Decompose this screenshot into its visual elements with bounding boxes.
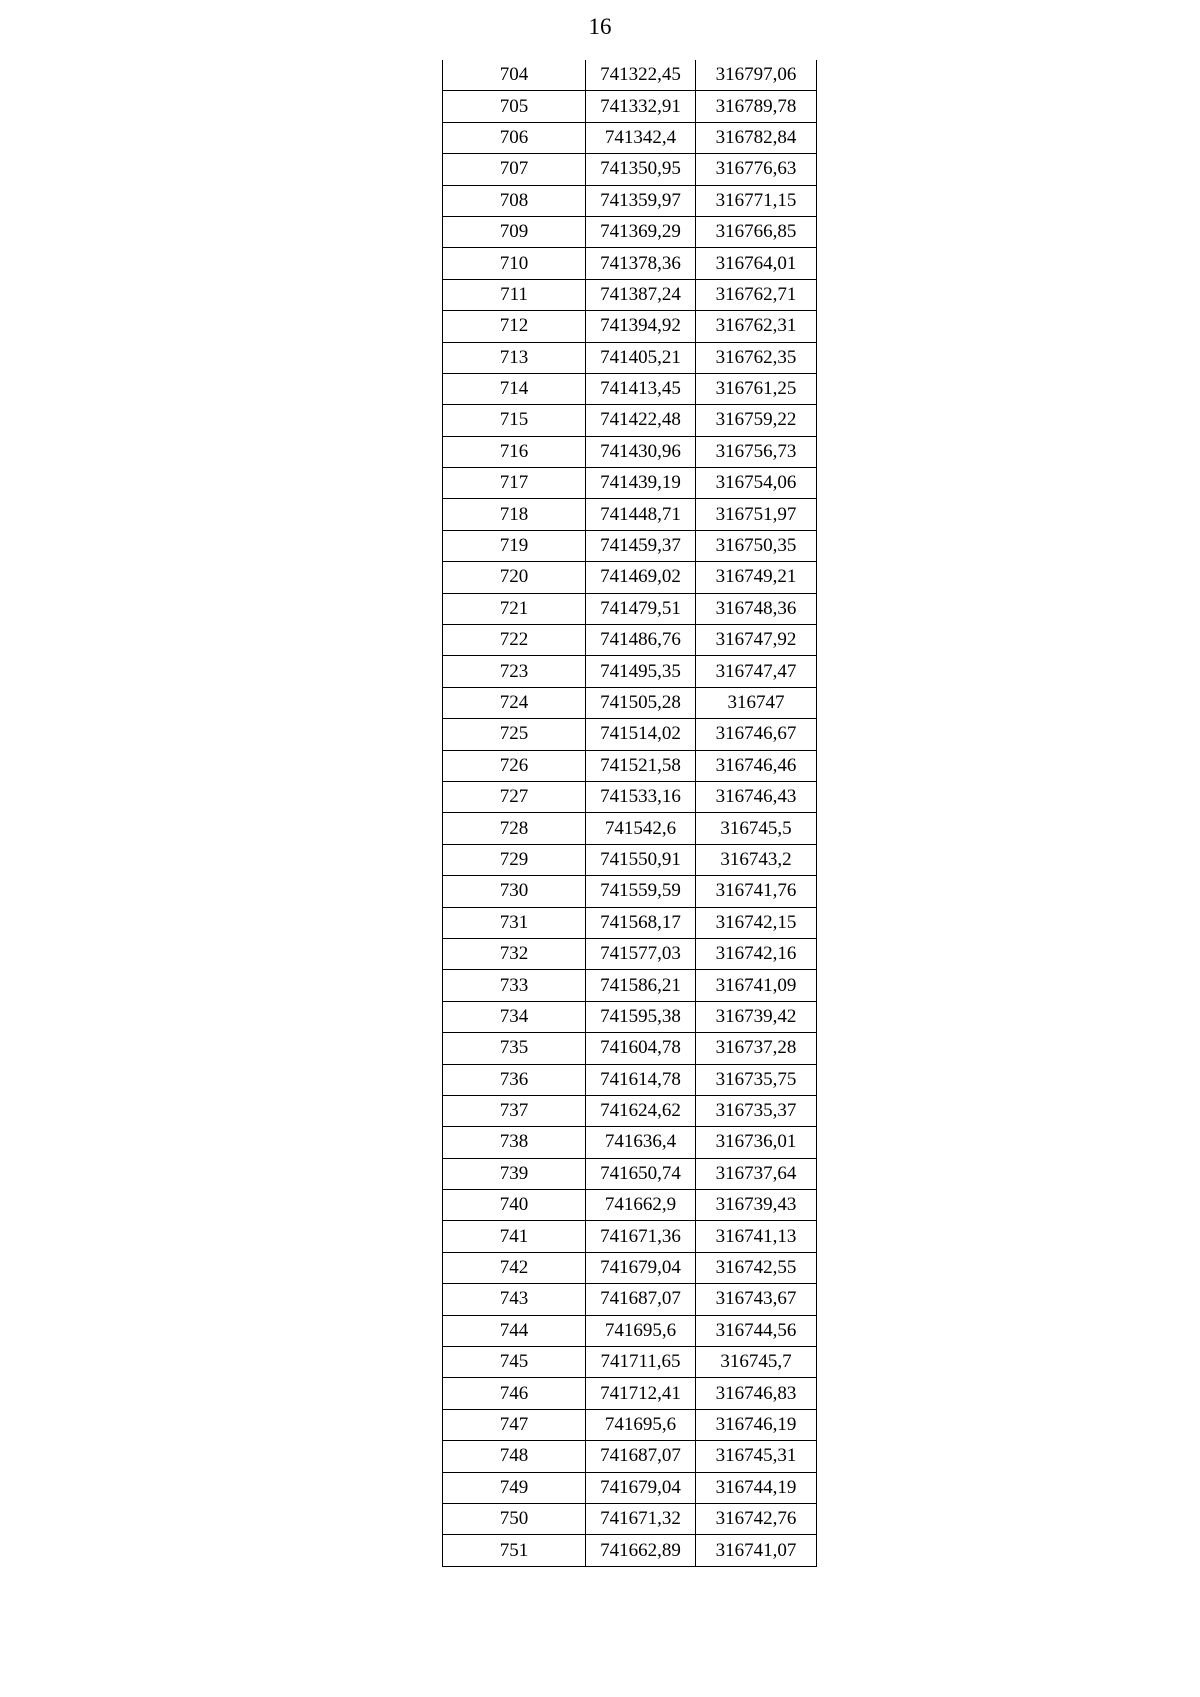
x-coordinate-cell: 741687,07 <box>586 1284 696 1315</box>
point-number-cell: 707 <box>443 154 586 185</box>
table-row <box>443 1190 817 1221</box>
table-row <box>443 60 817 91</box>
y-coordinate-cell: 316744,19 <box>696 1472 817 1503</box>
y-coordinate-cell: 316749,21 <box>696 562 817 593</box>
point-number-cell: 708 <box>443 185 586 216</box>
y-coordinate-cell: 316736,01 <box>696 1127 817 1158</box>
point-number-cell: 748 <box>443 1441 586 1472</box>
y-coordinate-cell: 316746,83 <box>696 1378 817 1409</box>
table-row <box>443 781 817 812</box>
table-row <box>443 436 817 467</box>
table-row <box>443 876 817 907</box>
y-coordinate-cell: 316762,35 <box>696 342 817 373</box>
x-coordinate-cell: 741695,6 <box>586 1409 696 1440</box>
point-number-cell: 716 <box>443 436 586 467</box>
table-row <box>443 1284 817 1315</box>
x-coordinate-cell: 741369,29 <box>586 216 696 247</box>
y-coordinate-cell: 316747,47 <box>696 656 817 687</box>
table-row <box>443 907 817 938</box>
y-coordinate-cell: 316741,76 <box>696 876 817 907</box>
x-coordinate-cell: 741387,24 <box>586 279 696 310</box>
y-coordinate-cell: 316742,55 <box>696 1252 817 1283</box>
table-row <box>443 154 817 185</box>
y-coordinate-cell: 316746,46 <box>696 750 817 781</box>
y-coordinate-cell: 316756,73 <box>696 436 817 467</box>
table-row <box>443 1347 817 1378</box>
point-number-cell: 734 <box>443 1001 586 1032</box>
y-coordinate-cell: 316743,2 <box>696 844 817 875</box>
point-number-cell: 726 <box>443 750 586 781</box>
table-row <box>443 279 817 310</box>
point-number-cell: 747 <box>443 1409 586 1440</box>
x-coordinate-cell: 741687,07 <box>586 1441 696 1472</box>
point-number-cell: 725 <box>443 719 586 750</box>
y-coordinate-cell: 316766,85 <box>696 216 817 247</box>
y-coordinate-cell: 316748,36 <box>696 593 817 624</box>
table-row <box>443 1001 817 1032</box>
x-coordinate-cell: 741542,6 <box>586 813 696 844</box>
point-number-cell: 719 <box>443 530 586 561</box>
y-coordinate-cell: 316739,42 <box>696 1001 817 1032</box>
point-number-cell: 731 <box>443 907 586 938</box>
x-coordinate-cell: 741394,92 <box>586 311 696 342</box>
table-row <box>443 91 817 122</box>
y-coordinate-cell: 316754,06 <box>696 468 817 499</box>
point-number-cell: 727 <box>443 781 586 812</box>
table-row <box>443 625 817 656</box>
table-row <box>443 122 817 153</box>
table-row <box>443 248 817 279</box>
y-coordinate-cell: 316759,22 <box>696 405 817 436</box>
point-number-cell: 710 <box>443 248 586 279</box>
point-number-cell: 740 <box>443 1190 586 1221</box>
x-coordinate-cell: 741671,36 <box>586 1221 696 1252</box>
point-number-cell: 736 <box>443 1064 586 1095</box>
table-row <box>443 593 817 624</box>
x-coordinate-cell: 741595,38 <box>586 1001 696 1032</box>
coordinates-table-body <box>443 60 817 1566</box>
point-number-cell: 751 <box>443 1535 586 1566</box>
point-number-cell: 741 <box>443 1221 586 1252</box>
x-coordinate-cell: 741550,91 <box>586 844 696 875</box>
table-row <box>443 373 817 404</box>
point-number-cell: 709 <box>443 216 586 247</box>
y-coordinate-cell: 316747 <box>696 687 817 718</box>
point-number-cell: 729 <box>443 844 586 875</box>
y-coordinate-cell: 316771,15 <box>696 185 817 216</box>
y-coordinate-cell: 316746,19 <box>696 1409 817 1440</box>
x-coordinate-cell: 741505,28 <box>586 687 696 718</box>
table-row <box>443 938 817 969</box>
point-number-cell: 750 <box>443 1503 586 1534</box>
x-coordinate-cell: 741614,78 <box>586 1064 696 1095</box>
point-number-cell: 721 <box>443 593 586 624</box>
point-number-cell: 739 <box>443 1158 586 1189</box>
point-number-cell: 705 <box>443 91 586 122</box>
table-row <box>443 530 817 561</box>
x-coordinate-cell: 741679,04 <box>586 1472 696 1503</box>
table-row <box>443 1315 817 1346</box>
point-number-cell: 718 <box>443 499 586 530</box>
x-coordinate-cell: 741405,21 <box>586 342 696 373</box>
table-row <box>443 1472 817 1503</box>
point-number-cell: 746 <box>443 1378 586 1409</box>
page-number: 16 <box>588 14 612 39</box>
y-coordinate-cell: 316750,35 <box>696 530 817 561</box>
point-number-cell: 717 <box>443 468 586 499</box>
table-row <box>443 1378 817 1409</box>
y-coordinate-cell: 316761,25 <box>696 373 817 404</box>
y-coordinate-cell: 316764,01 <box>696 248 817 279</box>
x-coordinate-cell: 741662,89 <box>586 1535 696 1566</box>
x-coordinate-cell: 741679,04 <box>586 1252 696 1283</box>
table-row <box>443 970 817 1001</box>
y-coordinate-cell: 316745,31 <box>696 1441 817 1472</box>
x-coordinate-cell: 741469,02 <box>586 562 696 593</box>
table-row <box>443 1095 817 1126</box>
y-coordinate-cell: 316762,71 <box>696 279 817 310</box>
table-row <box>443 1064 817 1095</box>
table-row <box>443 1127 817 1158</box>
table-row <box>443 719 817 750</box>
y-coordinate-cell: 316747,92 <box>696 625 817 656</box>
x-coordinate-cell: 741624,62 <box>586 1095 696 1126</box>
table-row <box>443 311 817 342</box>
x-coordinate-cell: 741671,32 <box>586 1503 696 1534</box>
coordinates-table <box>442 60 817 1567</box>
x-coordinate-cell: 741459,37 <box>586 530 696 561</box>
y-coordinate-cell: 316746,67 <box>696 719 817 750</box>
point-number-cell: 745 <box>443 1347 586 1378</box>
x-coordinate-cell: 741521,58 <box>586 750 696 781</box>
x-coordinate-cell: 741636,4 <box>586 1127 696 1158</box>
table-row <box>443 499 817 530</box>
point-number-cell: 749 <box>443 1472 586 1503</box>
table-row <box>443 405 817 436</box>
x-coordinate-cell: 741495,35 <box>586 656 696 687</box>
y-coordinate-cell: 316762,31 <box>696 311 817 342</box>
point-number-cell: 732 <box>443 938 586 969</box>
x-coordinate-cell: 741695,6 <box>586 1315 696 1346</box>
x-coordinate-cell: 741479,51 <box>586 593 696 624</box>
y-coordinate-cell: 316735,75 <box>696 1064 817 1095</box>
table-row <box>443 468 817 499</box>
table-row <box>443 1535 817 1566</box>
table-row <box>443 216 817 247</box>
y-coordinate-cell: 316735,37 <box>696 1095 817 1126</box>
x-coordinate-cell: 741430,96 <box>586 436 696 467</box>
x-coordinate-cell: 741533,16 <box>586 781 696 812</box>
y-coordinate-cell: 316776,63 <box>696 154 817 185</box>
y-coordinate-cell: 316744,56 <box>696 1315 817 1346</box>
point-number-cell: 737 <box>443 1095 586 1126</box>
x-coordinate-cell: 741342,4 <box>586 122 696 153</box>
point-number-cell: 723 <box>443 656 586 687</box>
point-number-cell: 715 <box>443 405 586 436</box>
x-coordinate-cell: 741359,97 <box>586 185 696 216</box>
x-coordinate-cell: 741559,59 <box>586 876 696 907</box>
table-row <box>443 1158 817 1189</box>
x-coordinate-cell: 741332,91 <box>586 91 696 122</box>
point-number-cell: 742 <box>443 1252 586 1283</box>
point-number-cell: 712 <box>443 311 586 342</box>
point-number-cell: 714 <box>443 373 586 404</box>
y-coordinate-cell: 316742,16 <box>696 938 817 969</box>
point-number-cell: 733 <box>443 970 586 1001</box>
y-coordinate-cell: 316741,07 <box>696 1535 817 1566</box>
x-coordinate-cell: 741662,9 <box>586 1190 696 1221</box>
y-coordinate-cell: 316743,67 <box>696 1284 817 1315</box>
y-coordinate-cell: 316746,43 <box>696 781 817 812</box>
y-coordinate-cell: 316789,78 <box>696 91 817 122</box>
table-row <box>443 342 817 373</box>
y-coordinate-cell: 316742,15 <box>696 907 817 938</box>
table-row <box>443 687 817 718</box>
table-row <box>443 1441 817 1472</box>
table-row <box>443 1033 817 1064</box>
x-coordinate-cell: 741322,45 <box>586 60 696 91</box>
x-coordinate-cell: 741486,76 <box>586 625 696 656</box>
table-row <box>443 1221 817 1252</box>
point-number-cell: 704 <box>443 60 586 91</box>
point-number-cell: 711 <box>443 279 586 310</box>
table-row <box>443 844 817 875</box>
x-coordinate-cell: 741378,36 <box>586 248 696 279</box>
point-number-cell: 735 <box>443 1033 586 1064</box>
point-number-cell: 743 <box>443 1284 586 1315</box>
point-number-cell: 713 <box>443 342 586 373</box>
y-coordinate-cell: 316745,7 <box>696 1347 817 1378</box>
x-coordinate-cell: 741568,17 <box>586 907 696 938</box>
y-coordinate-cell: 316741,09 <box>696 970 817 1001</box>
y-coordinate-cell: 316751,97 <box>696 499 817 530</box>
y-coordinate-cell: 316745,5 <box>696 813 817 844</box>
point-number-cell: 706 <box>443 122 586 153</box>
y-coordinate-cell: 316797,06 <box>696 60 817 91</box>
table-row <box>443 656 817 687</box>
x-coordinate-cell: 741422,48 <box>586 405 696 436</box>
y-coordinate-cell: 316741,13 <box>696 1221 817 1252</box>
x-coordinate-cell: 741711,65 <box>586 1347 696 1378</box>
y-coordinate-cell: 316737,28 <box>696 1033 817 1064</box>
table-row <box>443 1503 817 1534</box>
point-number-cell: 738 <box>443 1127 586 1158</box>
point-number-cell: 720 <box>443 562 586 593</box>
point-number-cell: 744 <box>443 1315 586 1346</box>
x-coordinate-cell: 741604,78 <box>586 1033 696 1064</box>
x-coordinate-cell: 741439,19 <box>586 468 696 499</box>
table-row <box>443 813 817 844</box>
y-coordinate-cell: 316739,43 <box>696 1190 817 1221</box>
x-coordinate-cell: 741448,71 <box>586 499 696 530</box>
y-coordinate-cell: 316782,84 <box>696 122 817 153</box>
table-row <box>443 750 817 781</box>
x-coordinate-cell: 741577,03 <box>586 938 696 969</box>
x-coordinate-cell: 741650,74 <box>586 1158 696 1189</box>
table-row <box>443 185 817 216</box>
table-row <box>443 562 817 593</box>
x-coordinate-cell: 741413,45 <box>586 373 696 404</box>
point-number-cell: 724 <box>443 687 586 718</box>
point-number-cell: 730 <box>443 876 586 907</box>
table-row <box>443 1409 817 1440</box>
y-coordinate-cell: 316742,76 <box>696 1503 817 1534</box>
x-coordinate-cell: 741586,21 <box>586 970 696 1001</box>
point-number-cell: 722 <box>443 625 586 656</box>
x-coordinate-cell: 741514,02 <box>586 719 696 750</box>
point-number-cell: 728 <box>443 813 586 844</box>
x-coordinate-cell: 741350,95 <box>586 154 696 185</box>
x-coordinate-cell: 741712,41 <box>586 1378 696 1409</box>
y-coordinate-cell: 316737,64 <box>696 1158 817 1189</box>
table-row <box>443 1252 817 1283</box>
